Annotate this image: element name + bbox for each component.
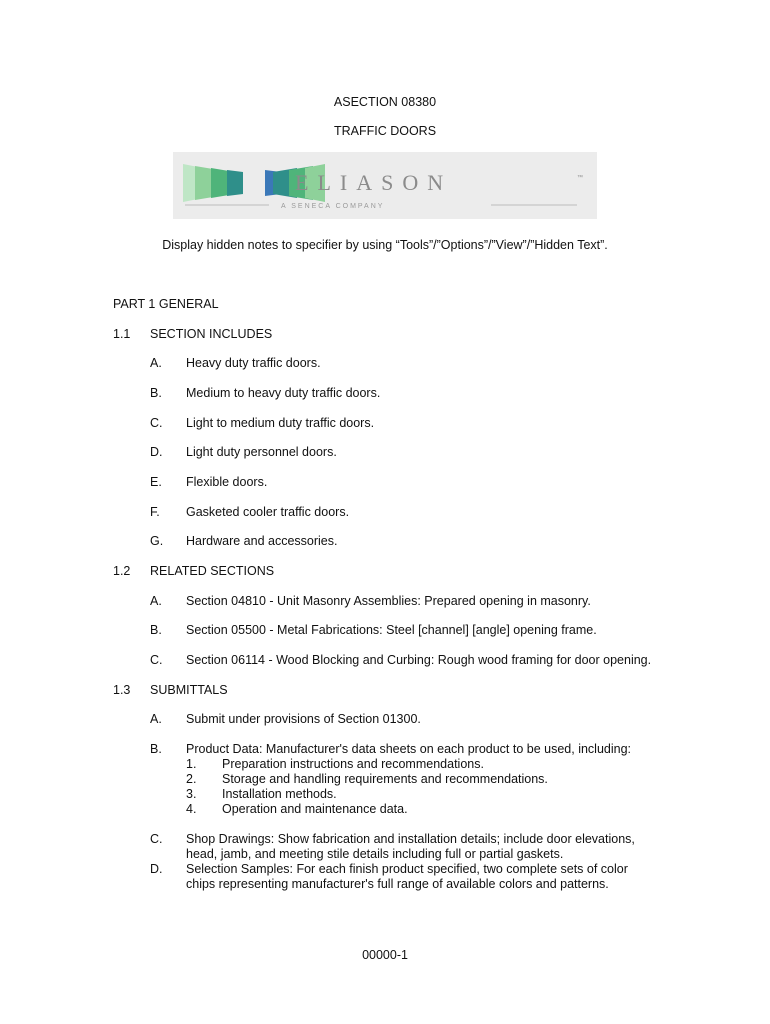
section-title: ASECTION 08380 (333, 95, 437, 109)
item-letter: C. (150, 416, 163, 430)
item-letter: E. (150, 475, 162, 489)
item-letter: C. (150, 832, 163, 846)
subitem-number: 2. (186, 772, 197, 786)
item-text: Section 05500 - Metal Fabrications: Steel [channel] [angle] opening frame. (186, 623, 597, 637)
section-heading: SUBMITTALS (150, 683, 228, 697)
item-letter: A. (150, 594, 162, 608)
subitem-text: Preparation instructions and recommendations. (222, 757, 484, 771)
item-letter: F. (150, 505, 160, 519)
item-text: Submit under provisions of Section 01300. (186, 712, 421, 726)
item-text-continued: head, jamb, and meeting stile details including full or partial gaskets. (186, 847, 564, 861)
hidden-text-note: Display hidden notes to specifier by using “Tools”/”Options”/”View”/”Hidden Text”. (162, 238, 608, 252)
part-heading: PART 1 GENERAL (113, 297, 219, 311)
subitem-text: Storage and handling requirements and recommendations. (222, 772, 548, 786)
section-number: 1.2 (113, 564, 131, 578)
item-letter: A. (150, 712, 162, 726)
item-letter: B. (150, 742, 162, 756)
logo-tagline: A SENECA COMPANY (281, 203, 385, 210)
subitem-text: Operation and maintenance data. (222, 802, 408, 816)
subitem-text: Installation methods. (222, 787, 337, 801)
section-name: TRAFFIC DOORS (333, 124, 437, 138)
eliason-logo (173, 152, 597, 219)
item-letter: B. (150, 386, 162, 400)
item-text: Light duty personnel doors. (186, 445, 337, 459)
item-text: Hardware and accessories. (186, 534, 338, 548)
item-text: Flexible doors. (186, 475, 268, 489)
item-text: Light to medium duty traffic doors. (186, 416, 375, 430)
item-text: Selection Samples: For each finish product specified, two complete sets of color (186, 862, 628, 876)
section-number: 1.3 (113, 683, 131, 697)
section-heading: SECTION INCLUDES (150, 327, 273, 341)
subitem-number: 4. (186, 802, 197, 816)
item-letter: B. (150, 623, 162, 637)
section-number: 1.1 (113, 327, 131, 341)
item-letter: A. (150, 356, 162, 370)
subitem-number: 1. (186, 757, 197, 771)
item-text: Heavy duty traffic doors. (186, 356, 321, 370)
item-letter: D. (150, 862, 163, 876)
item-text: Medium to heavy duty traffic doors. (186, 386, 381, 400)
item-text: Section 06114 - Wood Blocking and Curbing: Rough wood framing for door opening. (186, 653, 652, 667)
item-text: Section 04810 - Unit Masonry Assemblies: Prepared opening in masonry. (186, 594, 591, 608)
logo-trademark: ™ (577, 175, 583, 181)
item-text: Gasketed cooler traffic doors. (186, 505, 350, 519)
item-letter: G. (150, 534, 164, 548)
item-letter: D. (150, 445, 163, 459)
item-text: Product Data: Manufacturer's data sheets on each product to be used, including: (186, 742, 632, 756)
subitem-number: 3. (186, 787, 197, 801)
item-text: Shop Drawings: Show fabrication and installation details; include door elevations, (186, 832, 635, 846)
logo-wordmark: ELIASON (295, 170, 453, 195)
page-number: 00000-1 (362, 948, 408, 962)
item-letter: C. (150, 653, 163, 667)
item-text-continued: chips representing manufacturer's full range of available colors and patterns. (186, 877, 609, 891)
section-heading: RELATED SECTIONS (150, 564, 275, 578)
